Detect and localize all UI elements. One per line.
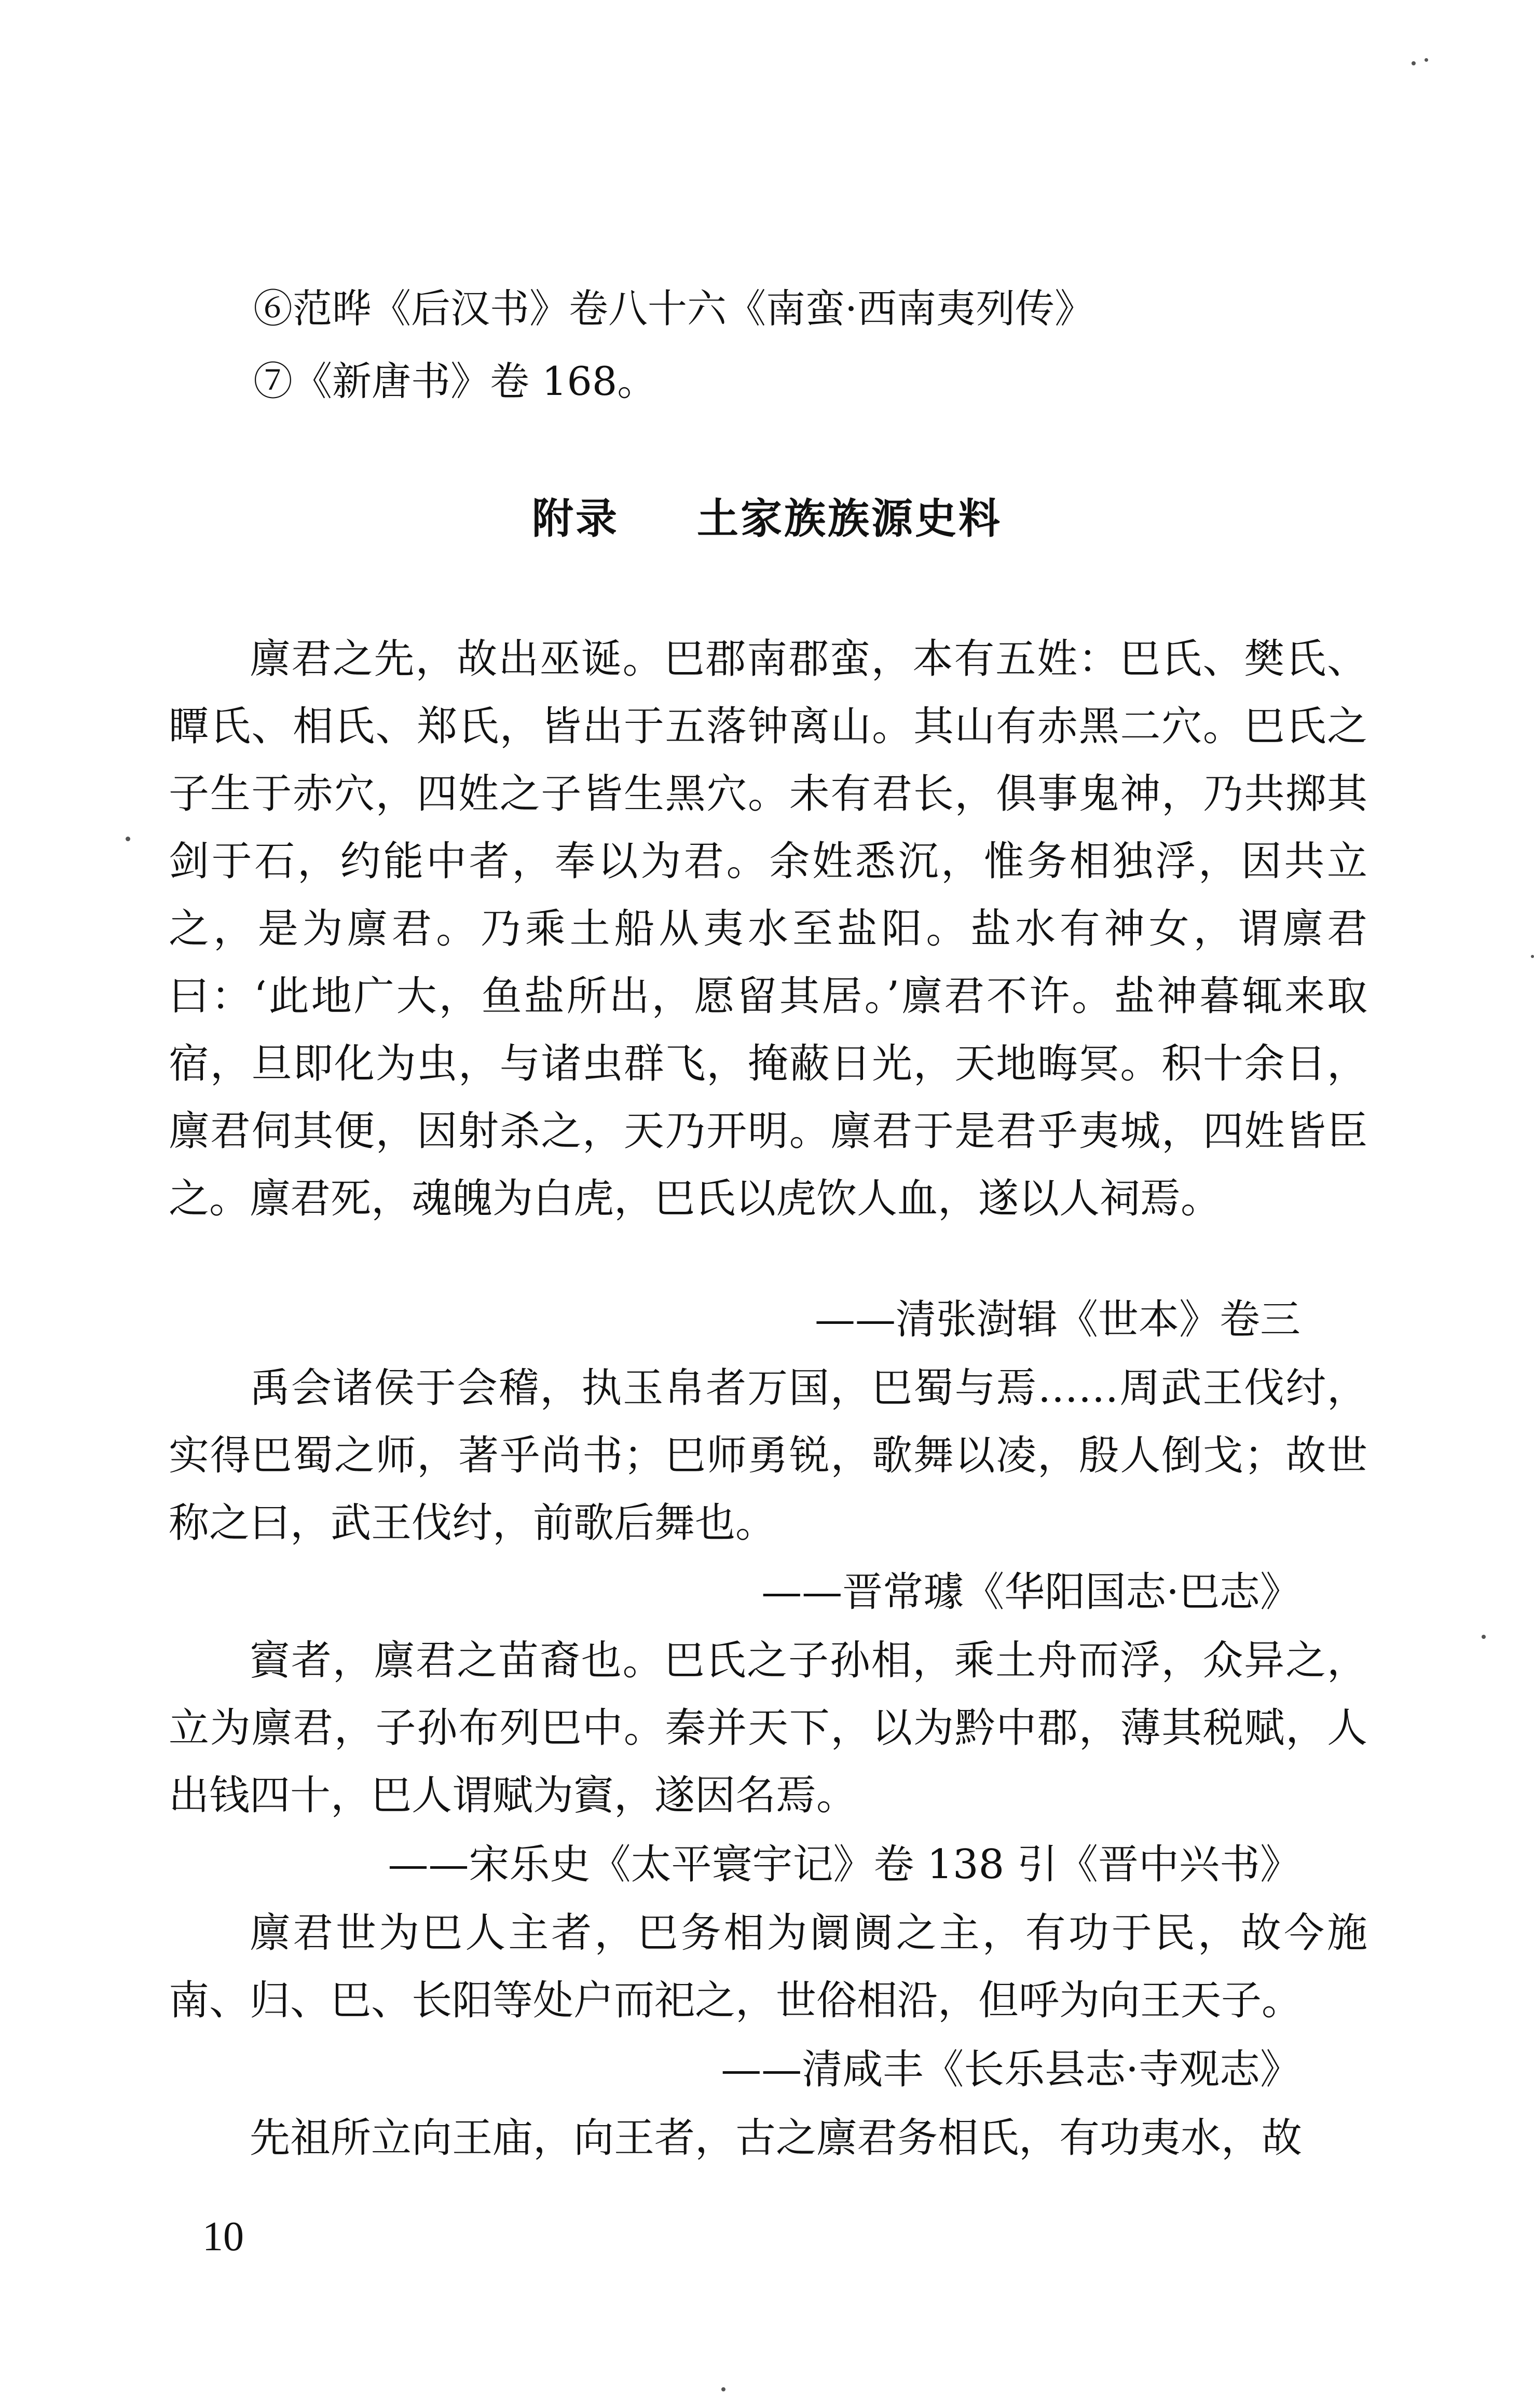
page-number: 10 xyxy=(202,2214,244,2260)
scan-speck xyxy=(721,2387,725,2391)
footnote-6: ⑥范晔《后汉书》卷八十六《南蛮·西南夷列传》 xyxy=(253,285,1094,332)
scan-speck xyxy=(1482,1635,1486,1639)
scan-speck xyxy=(1412,61,1416,65)
passage-1 xyxy=(169,625,1367,1233)
scan-speck xyxy=(126,837,130,841)
passage-text: 廪君之先，故出巫诞。巴郡南郡蛮，本有五姓：巴氏、樊氏、瞫氏、相氏、郑氏，皆出于五落钟离山。其山有赤黑二穴。巴氏之子生于赤穴，四姓之子皆生黑穴。未有君长，俱事鬼神，乃共掷其剑于石，约能中者，奉以为君。余姓悉沉，惟务相独浮，因共立之，是为廪君。乃乘土船从夷水至盐阳。盐水有神女，谓廪君曰：‘此地广大，鱼盐所出，愿留其居。’廪君不许。盐神暮辄来取宿，旦即化为虫，与诸虫群飞，掩蔽日光，天地晦冥。积十余日，廪君伺其便，因射杀之，天乃开明。廪君于是君乎夷城，四姓皆臣之。廪君死，魂魄为白虎，巴氏以虎饮人血，遂以人祠焉。 xyxy=(169,636,1367,1222)
footnote-7: ⑦《新唐书》卷 168。 xyxy=(253,358,657,404)
appendix-label: 附录 xyxy=(532,494,619,543)
passage-text: 禹会诸侯于会稽，执玉帛者万国，巴蜀与焉……周武王伐纣，实得巴蜀之师，著乎尚书；巴师勇锐，歌舞以凌，殷人倒戈；故世称之曰，武王伐纣，前歌后舞也。 xyxy=(169,1365,1367,1547)
appendix-title: 土家族族源史料 xyxy=(697,494,1002,543)
passage-1-source: ——清张澍辑《世本》卷三 xyxy=(814,1296,1300,1343)
passage-3 xyxy=(169,1627,1367,1829)
passage-5 xyxy=(169,2104,1367,2172)
appendix-heading xyxy=(0,485,1534,545)
scan-speck xyxy=(1425,58,1428,62)
passage-2-source: ——晋常璩《华阳国志·巴志》 xyxy=(761,1569,1300,1616)
passage-3-source: ——宋乐史《太平寰宇记》卷 138 引《晋中兴书》 xyxy=(388,1841,1300,1888)
passage-text: 先祖所立向王庙，向王者，古之廪君务相氏，有功夷水，故 xyxy=(250,2115,1303,2161)
passage-4 xyxy=(169,1899,1367,2034)
scan-speck xyxy=(1531,955,1534,958)
passage-text: 賨者，廪君之苗裔也。巴氏之子孙相，乘土舟而浮，众异之，立为廪君，子孙布列巴中。秦并天下，以为黔中郡，薄其税赋，人出钱四十，巴人谓赋为賨，遂因名焉。 xyxy=(169,1637,1367,1819)
passage-text: 廪君世为巴人主者，巴务相为阛阓之主，有功于民，故今施南、归、巴、长阳等处户而祀之，世俗相沿，但呼为向王天子。 xyxy=(169,1910,1367,2024)
passage-4-source: ——清咸丰《长乐县志·寺观志》 xyxy=(721,2046,1300,2093)
passage-2 xyxy=(169,1354,1367,1557)
